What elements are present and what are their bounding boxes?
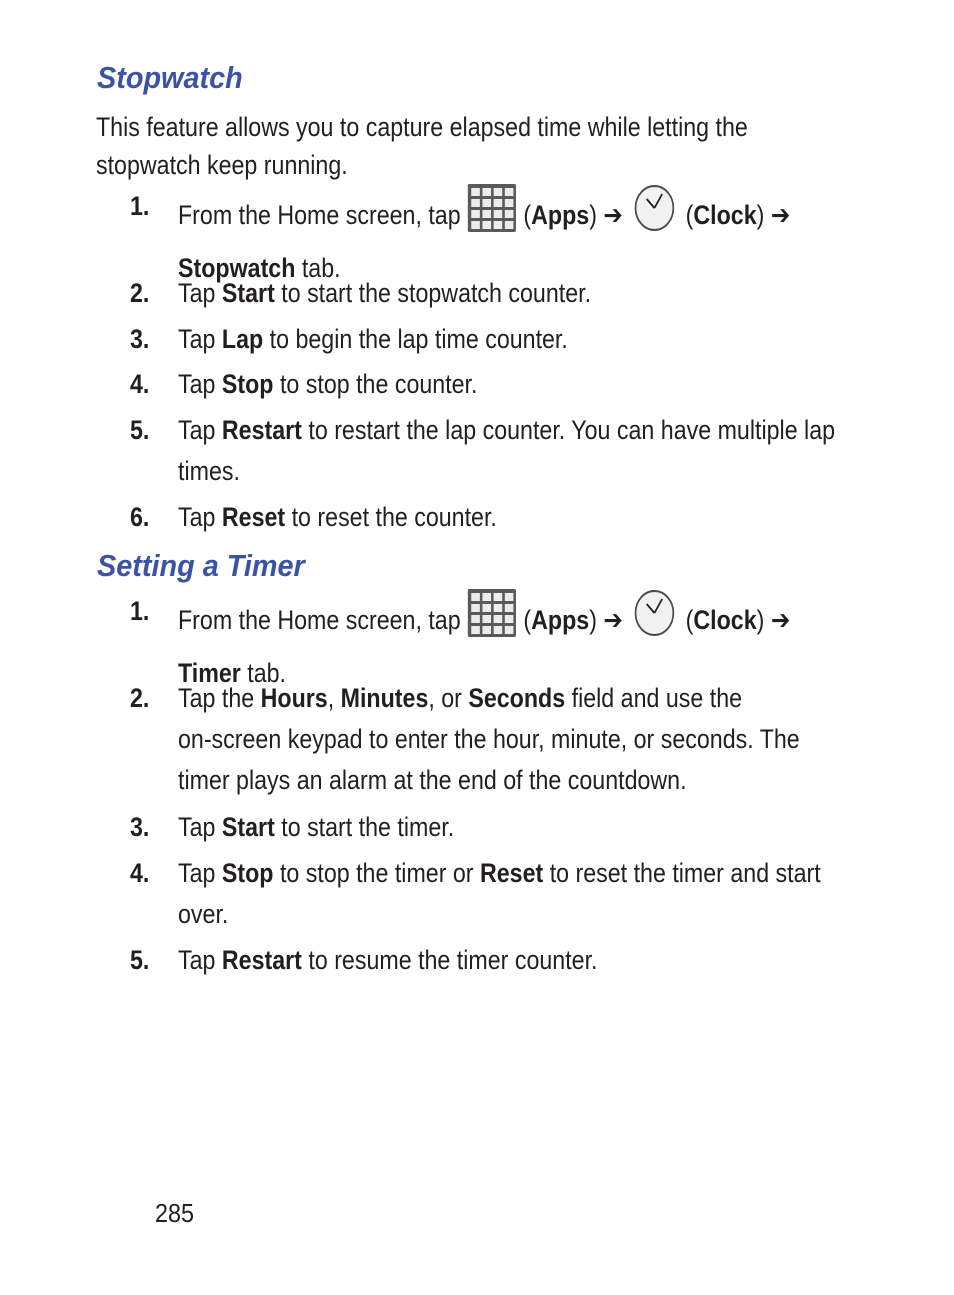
arrow-right-icon: ➔ bbox=[603, 200, 623, 231]
step-text: Tap Restart to resume the timer counter. bbox=[178, 945, 598, 975]
clock-label: Clock bbox=[693, 200, 757, 231]
step-text: Tap Start to start the stopwatch counter. bbox=[178, 278, 592, 308]
tab-name: Timer bbox=[178, 658, 241, 688]
step-number: 5. bbox=[130, 945, 150, 975]
step-text: Tap Stop to stop the timer or Reset to reset the timer and start over. bbox=[178, 858, 821, 929]
step-text: Tap Stop to stop the counter. bbox=[178, 369, 478, 399]
step-number: 1. bbox=[130, 191, 150, 221]
step-text-part: From the Home screen, tap bbox=[178, 200, 461, 231]
step-text: Tap Lap to begin the lap time counter. bbox=[178, 324, 568, 354]
step-number: 6. bbox=[130, 502, 150, 532]
timer-heading: Setting a Timer bbox=[97, 548, 305, 583]
step-text: Tap Reset to reset the counter. bbox=[178, 502, 497, 532]
clock-label: Clock bbox=[693, 605, 757, 636]
step-text-part: tab. bbox=[295, 253, 341, 283]
page-number: 285 bbox=[155, 1198, 195, 1228]
step-number: 3. bbox=[130, 324, 150, 354]
clock-icon bbox=[629, 183, 679, 245]
step-text-part: tab. bbox=[240, 658, 287, 688]
stopwatch-intro-line2: stopwatch keep running. bbox=[96, 150, 348, 180]
step-number: 2. bbox=[130, 683, 150, 713]
step-text: Tap Start to start the timer. bbox=[178, 812, 455, 842]
stopwatch-intro-line1: This feature allows you to capture elapsed time while letting the bbox=[96, 112, 748, 142]
step-text: From the Home screen, tap (Apps) ➔ (Clock) ➔ Stopwatch tab. bbox=[178, 186, 790, 289]
step-text-part: From the Home screen, tap bbox=[178, 605, 461, 636]
apps-grid-icon bbox=[467, 588, 517, 650]
clock-icon bbox=[629, 588, 679, 650]
step-number: 5. bbox=[130, 415, 150, 445]
step-number: 4. bbox=[130, 369, 150, 399]
step-number: 1. bbox=[130, 596, 150, 626]
arrow-right-icon: ➔ bbox=[770, 605, 791, 636]
step-text: From the Home screen, tap (Apps) ➔ (Clock) ➔ Timer tab. bbox=[178, 591, 790, 694]
step-number: 3. bbox=[130, 812, 150, 842]
tab-name: Stopwatch bbox=[178, 253, 296, 283]
stopwatch-heading: Stopwatch bbox=[97, 60, 243, 95]
arrow-right-icon: ➔ bbox=[603, 605, 623, 636]
apps-grid-icon bbox=[467, 183, 517, 245]
arrow-right-icon: ➔ bbox=[770, 200, 791, 231]
apps-label: Apps bbox=[531, 605, 590, 636]
apps-label: Apps bbox=[531, 200, 590, 231]
step-text: Tap the Hours, Minutes, or Seconds field and use the on-screen keypad to enter the hour, minute, or seconds. The timer plays an alarm at the end of the countdown. bbox=[178, 683, 800, 795]
step-number: 2. bbox=[130, 278, 150, 308]
step-number: 4. bbox=[130, 858, 150, 888]
step-text: Tap Restart to restart the lap counter. You can have multiple lap times. bbox=[178, 415, 836, 486]
